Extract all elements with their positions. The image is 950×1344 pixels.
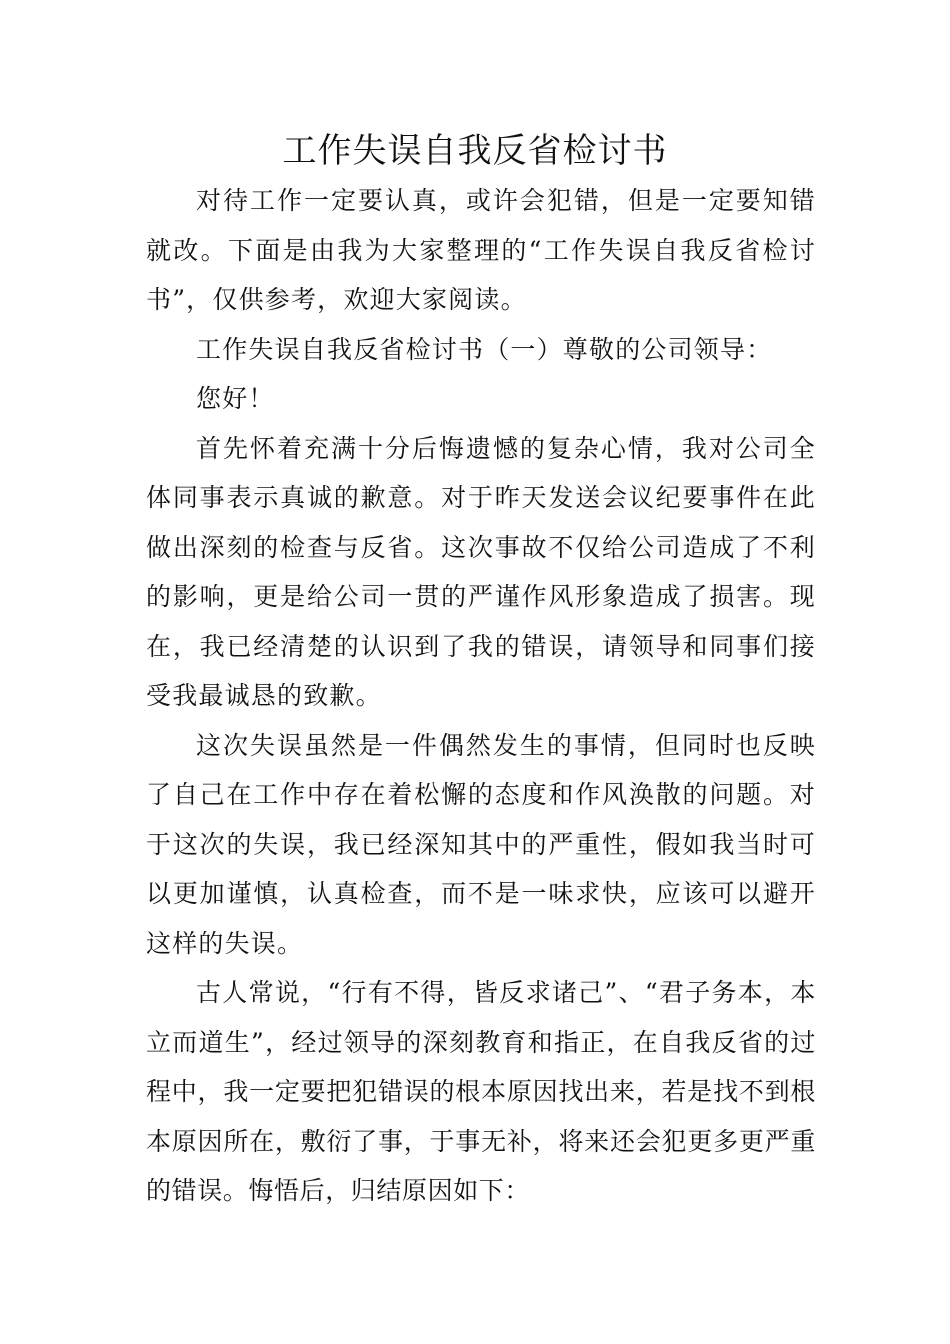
- greeting-paragraph: 您好！: [196, 384, 275, 413]
- causes-paragraph: 古人常说，“行有不得，皆反求诸己”、“君子务本，本立而道生”，经过领导的深刻教育和指正，在自我反省的过程中，我一定要把犯错误的根本原因找出来，若是找不到根本原因所在，敷衍了事，于事无补，将来还会犯更多更严重的错误。悔悟后，归结原因如下：: [146, 978, 816, 1205]
- section-heading-paragraph: 工作失误自我反省检讨书（一）尊敬的公司领导：: [196, 334, 773, 364]
- intro-paragraph: 对待工作一定要认真，或许会犯错，但是一定要知错就改。下面是由我为大家整理的“工作失误自我反省检讨书”，仅供参考，欢迎大家阅读。: [146, 186, 816, 314]
- apology-paragraph: 首先怀着充满十分后悔遗憾的复杂心情，我对公司全体同事表示真诚的歉意。对于昨天发送会议纪要事件在此做出深刻的检查与反省。这次事故不仅给公司造成了不利的影响，更是给公司一贯的严谨作风形象造成了损害。现在，我已经清楚的认识到了我的错误，请领导和同事们接受我最诚恳的致歉。: [146, 433, 816, 710]
- reflection-paragraph: 这次失误虽然是一件偶然发生的事情，但同时也反映了自己在工作中存在着松懈的态度和作风涣散的问题。对于这次的失误，我已经深知其中的严重性，假如我当时可以更加谨慎，认真检查，而不是一味求快，应该可以避开这样的失误。: [146, 730, 816, 958]
- document-title: 工作失误自我反省检讨书: [282, 131, 668, 171]
- document-body: [146, 176, 816, 1216]
